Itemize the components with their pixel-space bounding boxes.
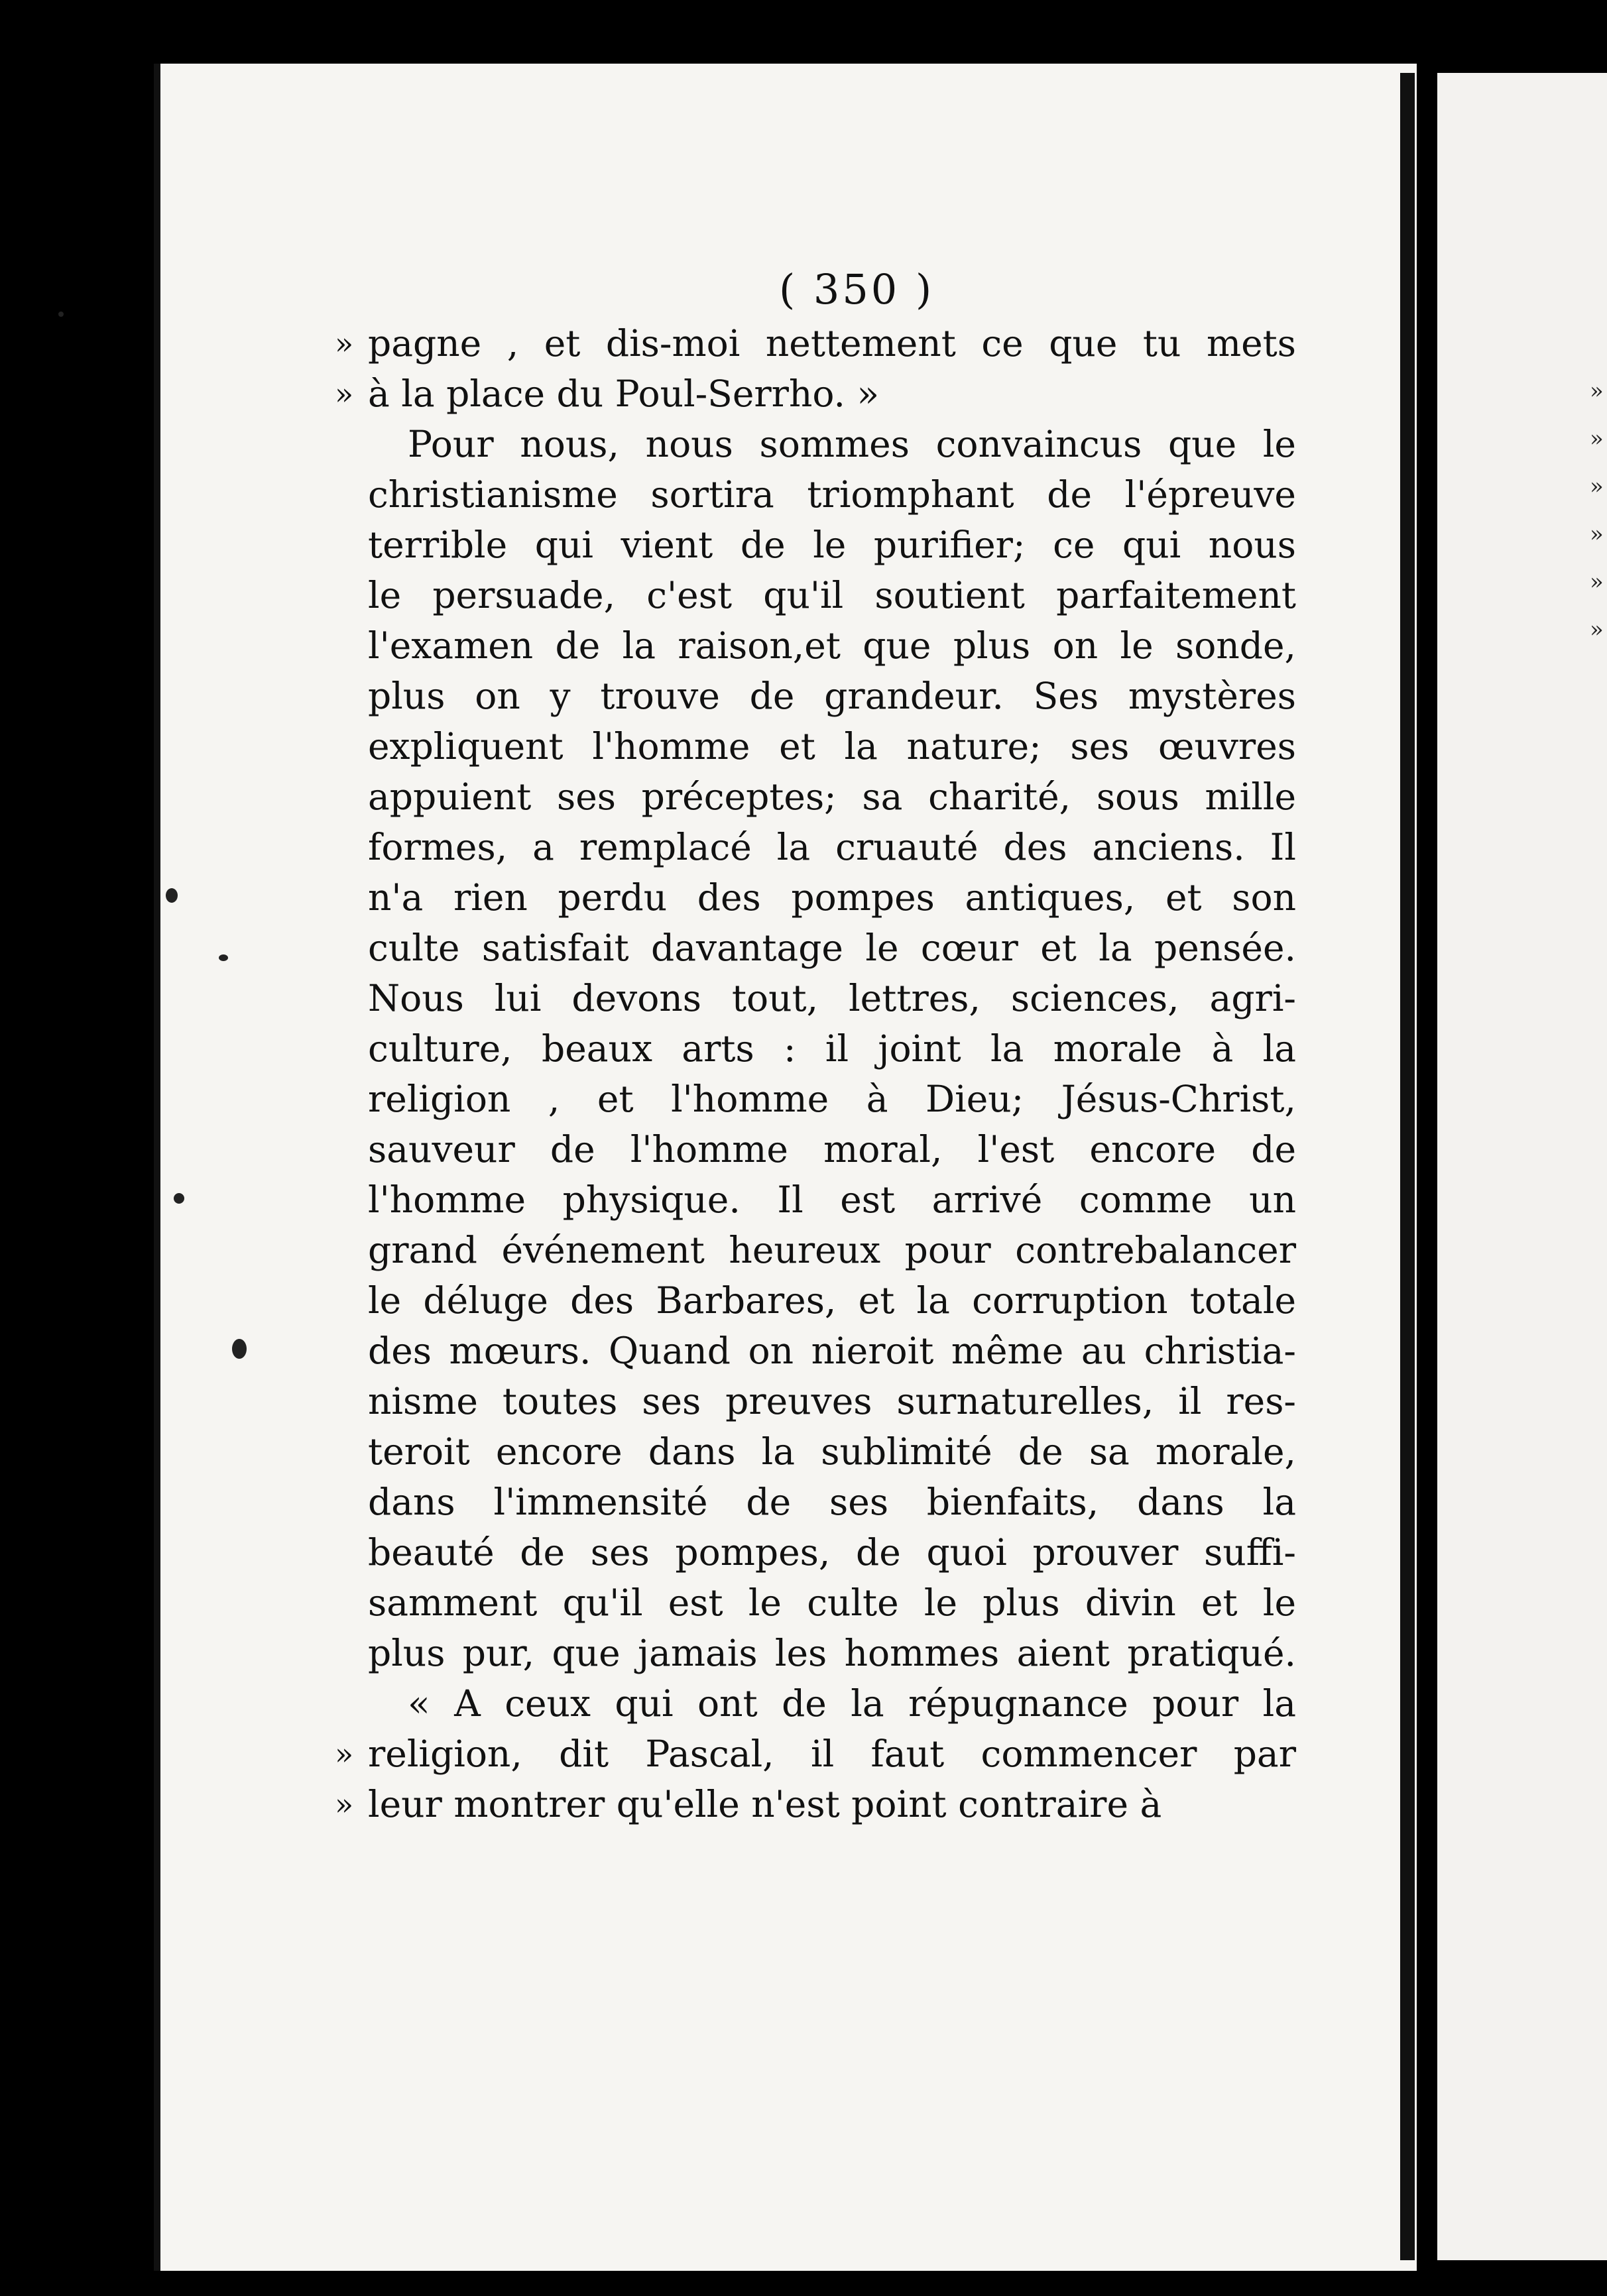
ink-speck [219,954,228,961]
line-text: Nous lui devons tout, lettres, sciences, agri- [368,977,1296,1019]
line-text: n'a rien perdu des pompes antiques, et son [368,876,1296,919]
line-text: beauté de ses pompes, de quoi prouver suffi- [368,1531,1296,1574]
text-line [368,721,1296,772]
line-text: samment qu'il est le culte le plus divin et le [368,1581,1296,1624]
ink-speck [232,1339,247,1359]
line-text: plus on y trouve de grandeur. Ses mystères [368,675,1296,717]
quote-mark: » [335,325,354,361]
line-text: l'homme physique. Il est arrivé comme un [368,1178,1296,1221]
line-text: dans l'immensité de ses bienfaits, dans la [368,1481,1296,1523]
text-line [368,973,1296,1023]
quote-mark: » [335,1786,354,1822]
line-text: formes, a remplacé la cruauté des anciens. Il [368,826,1296,868]
line-text: religion , et l'homme à Dieu; Jésus-Christ, [368,1078,1296,1120]
line-text: l'examen de la raison,et que plus on le sonde, [368,624,1296,667]
text-line [368,671,1296,721]
line-text: christianisme sortira triomphant de l'épreuve [368,473,1296,516]
line-text: grand événement heureux pour contrebalancer [368,1229,1296,1271]
line-text: à la place du Poul-Serrho. » [368,373,880,415]
ink-speck [166,888,178,903]
line-text: culte satisfait davantage le cœur et la pensée. [368,927,1296,969]
line-text: Pour nous, nous sommes convaincus que le [408,423,1296,465]
body-text [335,318,1296,1829]
text-line [368,1426,1296,1477]
text-line [368,1628,1296,1678]
text-line [368,570,1296,620]
page-gutter-shadow [1400,73,1415,2260]
facing-page-quote-mark: » [1590,426,1604,452]
text-line [368,1023,1296,1074]
text-line [368,1376,1296,1426]
text-line [368,1225,1296,1275]
facing-page-quote-mark: » [1590,569,1604,595]
text-line [368,620,1296,671]
line-text: plus pur, que jamais les hommes aient pratiqué. [368,1632,1296,1674]
line-text: religion, dit Pascal, il faut commencer par [368,1733,1296,1775]
text-line [368,923,1296,973]
line-text: terrible qui vient de le purifier; ce qui nous [368,524,1296,566]
ink-speck [58,312,64,317]
text-line [368,1074,1296,1124]
quote-mark: » [335,1736,354,1772]
line-text: teroit encore dans la sublimité de sa morale, [368,1430,1296,1473]
line-text: sauveur de l'homme moral, l'est encore de [368,1128,1296,1171]
text-line [368,822,1296,872]
text-line [335,1779,1296,1829]
text-line [368,1175,1296,1225]
facing-page-quote-mark: » [1590,473,1604,500]
line-text: culture, beaux arts : il joint la morale à la [368,1027,1296,1070]
text-line [335,318,1296,369]
line-text: le persuade, c'est qu'il soutient parfaitement [368,574,1296,616]
page-number: ( 350 ) [779,265,935,314]
text-line [368,1124,1296,1175]
facing-page-edge [1437,73,1607,2260]
text-line [368,1326,1296,1376]
line-text: « A ceux qui ont de la répugnance pour la [408,1682,1296,1725]
text-line [368,1477,1296,1527]
line-text: nisme toutes ses preuves surnaturelles, il res- [368,1380,1296,1422]
line-text: appuient ses préceptes; sa charité, sous mille [368,775,1296,818]
line-text: des mœurs. Quand on nieroit même au christia- [368,1330,1296,1372]
line-text: expliquent l'homme et la nature; ses œuvres [368,725,1296,768]
line-text: le déluge des Barbares, et la corruption totale [368,1279,1296,1322]
text-line [368,1275,1296,1326]
facing-page-quote-mark: » [1590,378,1604,404]
text-line [368,1678,1296,1729]
text-line [335,1729,1296,1779]
line-text: leur montrer qu'elle n'est point contraire à [368,1783,1162,1825]
text-line [368,872,1296,923]
facing-page-quote-mark: » [1590,616,1604,643]
text-line [368,419,1296,469]
text-line [368,1527,1296,1578]
facing-page-quote-mark: » [1590,521,1604,547]
text-line [335,369,1296,419]
text-line [368,469,1296,520]
text-line [368,520,1296,570]
quote-mark: » [335,376,354,412]
text-line [368,1578,1296,1628]
ink-speck [174,1193,184,1204]
line-text: pagne , et dis-moi nettement ce que tu mets [368,322,1296,365]
text-line [368,772,1296,822]
